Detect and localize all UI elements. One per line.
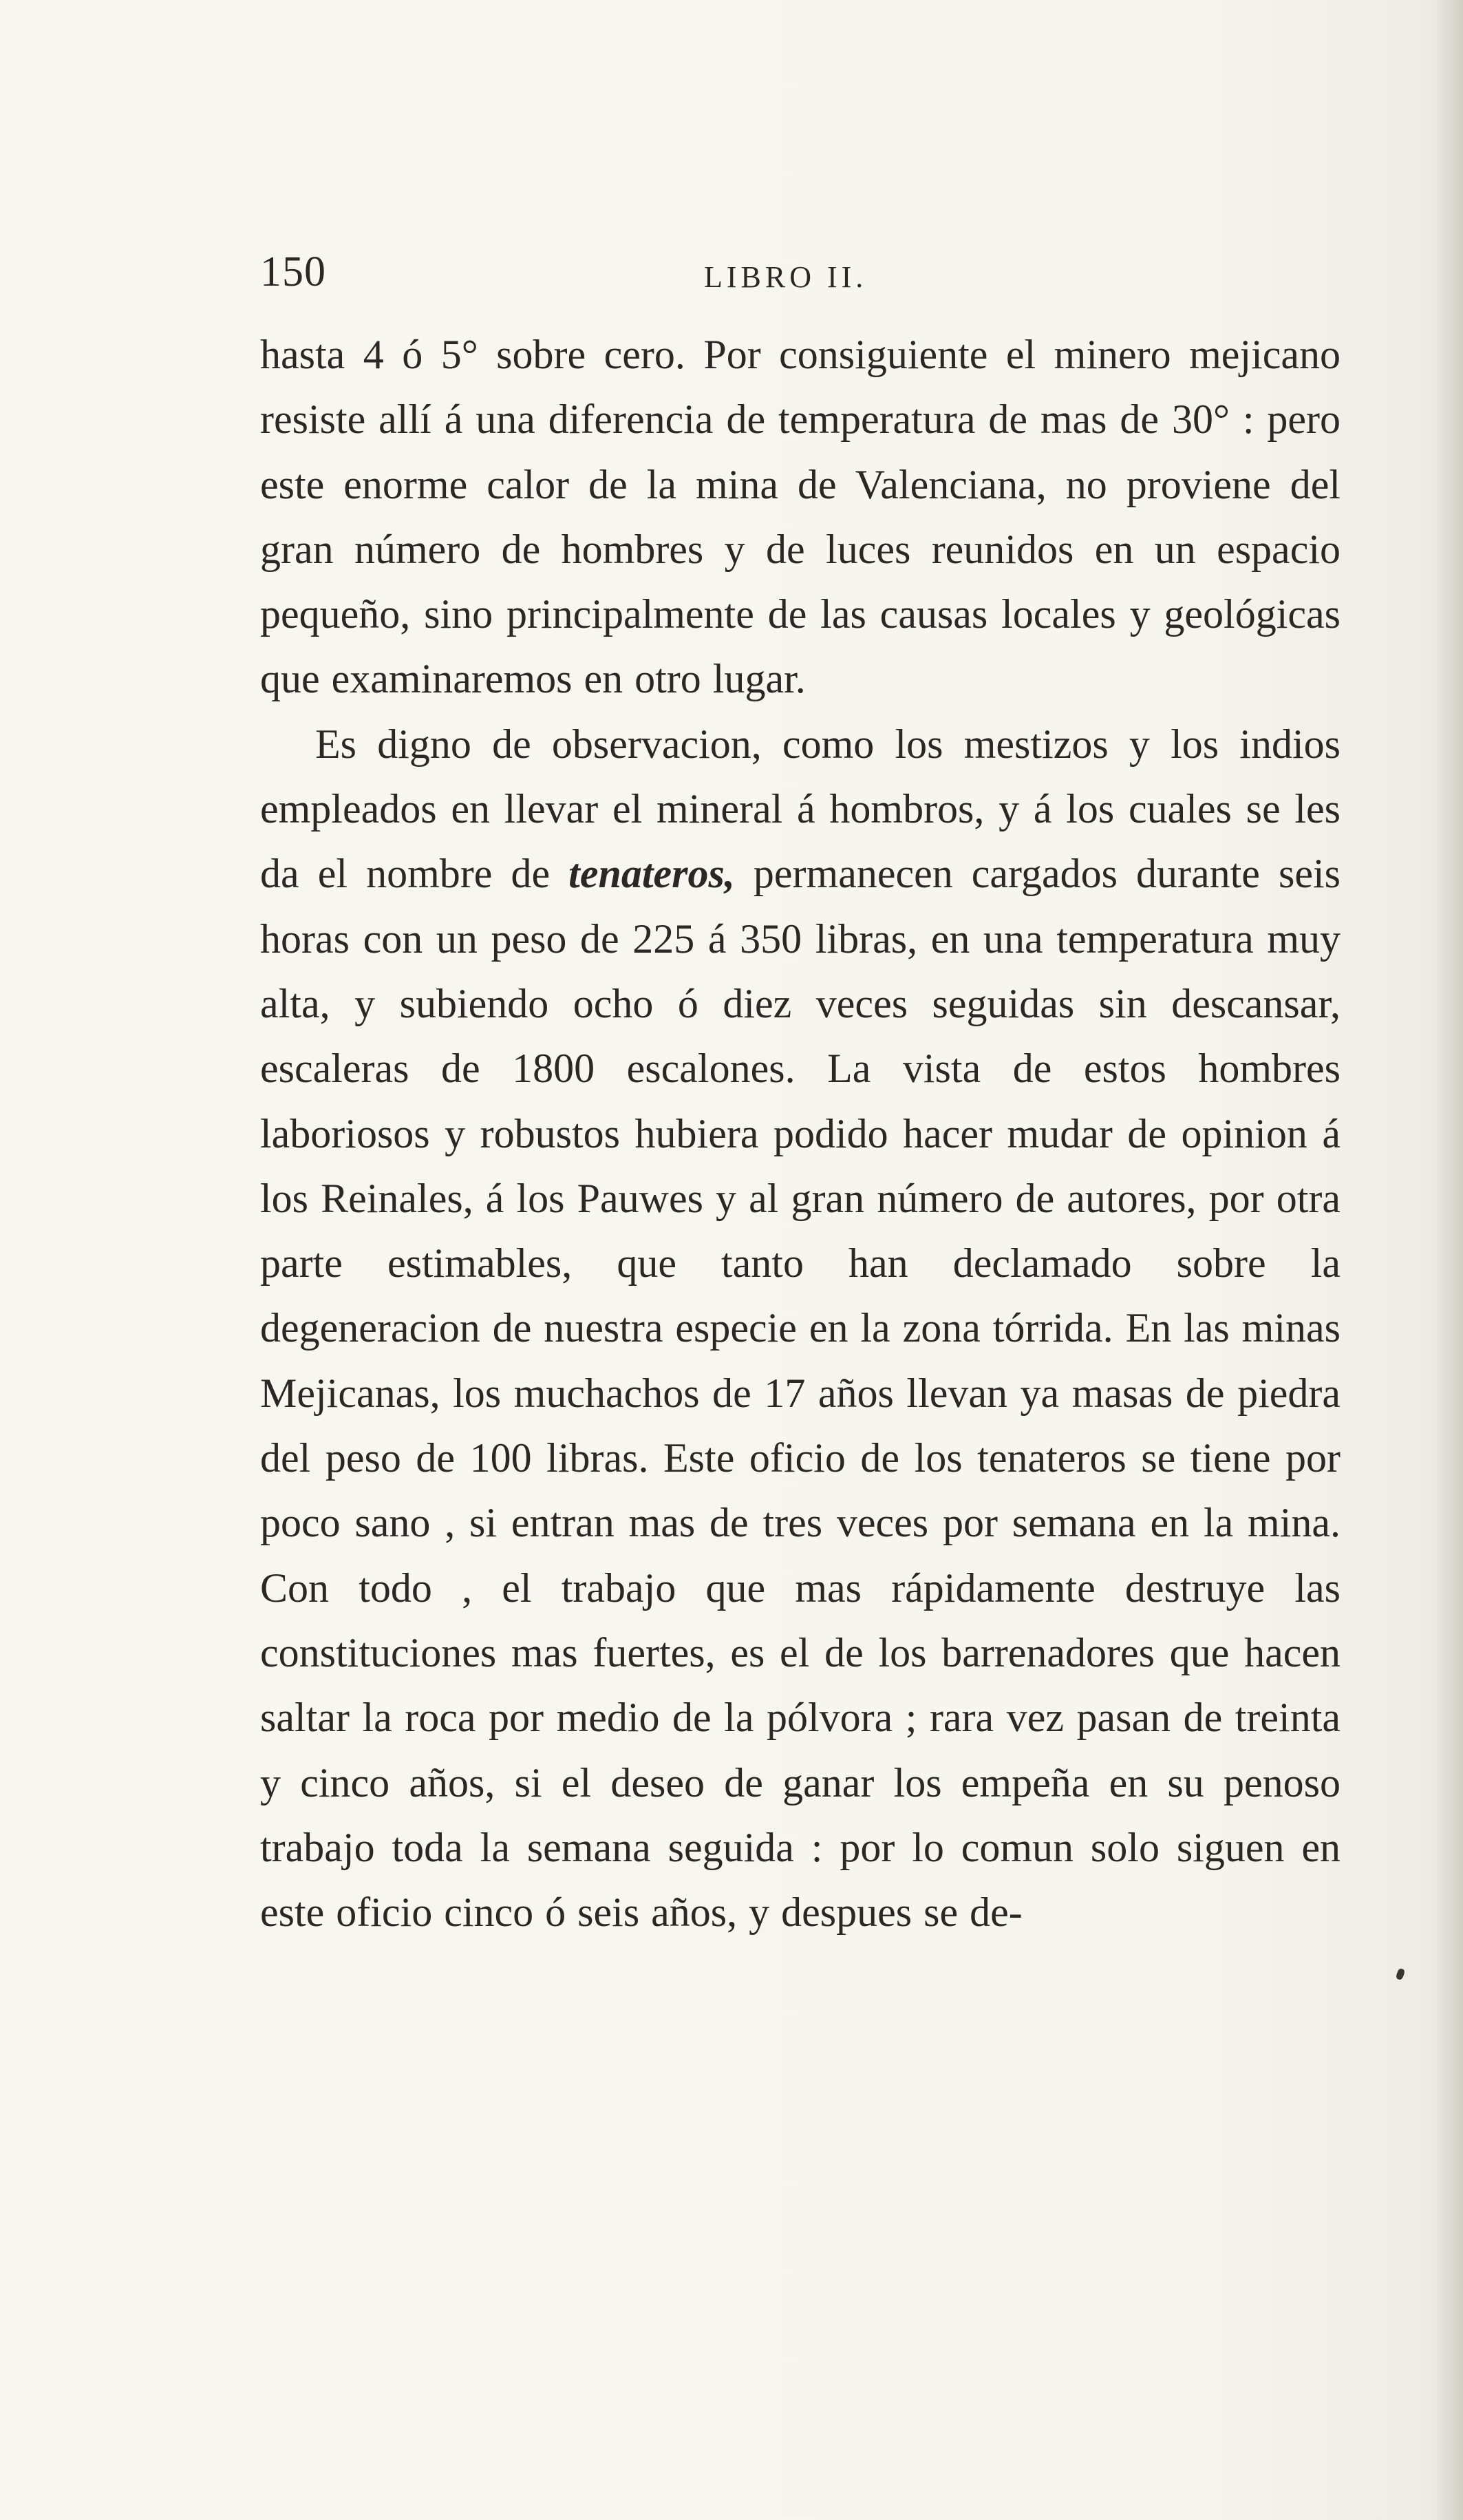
chapter-heading: LIBRO II. bbox=[704, 260, 868, 294]
page-edge-shadow bbox=[1435, 0, 1463, 2520]
body-text bbox=[260, 322, 1341, 1945]
paragraph-continuation: hasta 4 ó 5° sobre cero. Por consiguiente el minero mejicano resiste allí á una diferencia de temperatura de mas de 30° : pero este enorme calor de la mina de Valenciana, no proviene del gran número de hombres y de luces reunidos en un espacio pequeño, sino principalmente de las causas locales y geológicas que examinaremos en otro lugar. bbox=[260, 332, 1341, 702]
italic-term-tenateros: tenateros, bbox=[568, 851, 735, 897]
page-number: 150 bbox=[260, 248, 326, 295]
running-head bbox=[260, 244, 1341, 299]
paragraph-tenateros bbox=[260, 712, 1341, 1945]
paragraph-text-after-term: permanecen cargados durante seis horas con un peso de 225 á 350 libras, en una temperatura muy alta, y subiendo ocho ó diez veces seguidas sin descansar, escaleras de 1800 escalones. La vista de estos hombres laboriosos y robustos hubiera podido hacer mudar de opinion á los Reinales, á los Pauwes y al gran número de autores, por otra parte estimables, que tanto han declamado sobre la degeneracion de nuestra especie en la zona tórrida. En las minas Mejicanas, los muchachos de 17 años llevan ya masas de piedra del peso de 100 libras. Este oficio de los tenateros se tiene por poco sano , si entran mas de tres veces por semana en la mina. Con todo , el trabajo que mas rápidamente destruye las constituciones mas fuertes, es el de los barrenadores que hacen saltar la roca por medio de la pólvora ; rara vez pasan de treinta y cinco años, si el deseo de ganar los empeña en su penoso trabajo toda la semana seguida : por lo comun solo siguen en este oficio cinco ó seis años, y despues se de- bbox=[260, 851, 1341, 1936]
ink-speck bbox=[1396, 1968, 1406, 1980]
paragraph-text-before-term: Es digno de observacion, como los mestizos y los indios empleados en llevar el mineral á hombros, y á los cuales se les da el nombre de bbox=[260, 721, 1341, 897]
